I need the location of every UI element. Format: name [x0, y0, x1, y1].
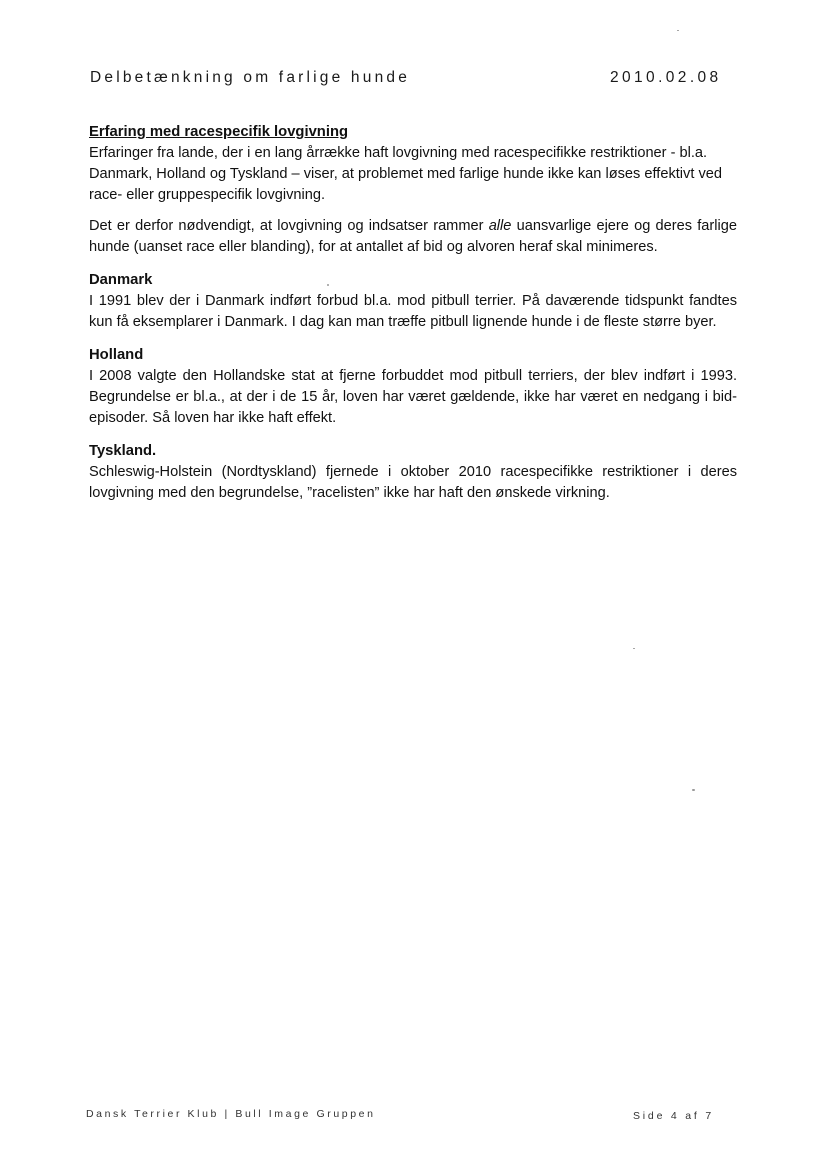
document-title: Delbetænkning om farlige hunde — [90, 69, 411, 86]
section-danmark — [89, 270, 737, 333]
scan-speck — [327, 284, 329, 286]
intro-paragraph-1: Erfaringer fra lande, der i en lang årrække haft lovgivning med racespecifikke restriktioner - bl.a. Danmark, Holland og Tyskland – viser, at problemet med farlige hunde ikke kan løses effektivt ved race- eller gruppespecifik lovgivning. — [89, 145, 722, 203]
section-heading-tyskland: Tyskland. — [89, 443, 157, 459]
scan-speck — [677, 30, 679, 31]
intro-heading: Erfaring med racespecifik lovgivning — [89, 124, 349, 140]
section-tyskland — [89, 441, 737, 504]
intro-p2-end: uansvarlige ejere og deres farlige hunde (uanset race eller blanding), for at antallet af bid og alvoren heraf skal minimeres. — [89, 218, 737, 255]
intro-paragraph-2 — [89, 216, 737, 258]
section-text-tyskland: Schleswig-Holstein (Nordtyskland) fjernede i oktober 2010 racespecifikke restriktioner i deres lovgivning med den begrundelse, ”racelisten” ikke har haft den ønskede virkning. — [89, 464, 737, 501]
section-holland — [89, 345, 737, 429]
intro-p2-emphasis: alle — [488, 218, 512, 234]
section-text-danmark: I 1991 blev der i Danmark indført forbud bl.a. mod pitbull terrier. På daværende tidspunkt fandtes kun få eksemplarer i Danmark. I dag kan man træffe pitbull lignende hunde i de fleste større byer. — [89, 293, 737, 330]
scan-speck — [633, 648, 635, 649]
page-number: Side 4 af 7 — [633, 1110, 715, 1122]
intro-p2-start: Det er derfor nødvendigt, at lovgivning og indsatser rammer — [89, 218, 489, 234]
document-date: 2010.02.08 — [610, 69, 722, 86]
section-heading-holland: Holland — [89, 347, 144, 363]
scan-speck — [692, 789, 695, 791]
section-text-holland: I 2008 valgte den Hollandske stat at fjerne forbuddet mod pitbull terriers, der blev indført i 1993. Begrundelse er bl.a., at der i de 15 år, loven har været gældende, ikke har været en nedgang i bid-episoder. Så loven har ikke haft effekt. — [89, 368, 737, 426]
footer-organization: Dansk Terrier Klub | Bull Image Gruppen — [86, 1108, 376, 1120]
document-body — [89, 122, 737, 516]
intro-section — [89, 122, 737, 258]
section-heading-danmark: Danmark — [89, 272, 153, 288]
